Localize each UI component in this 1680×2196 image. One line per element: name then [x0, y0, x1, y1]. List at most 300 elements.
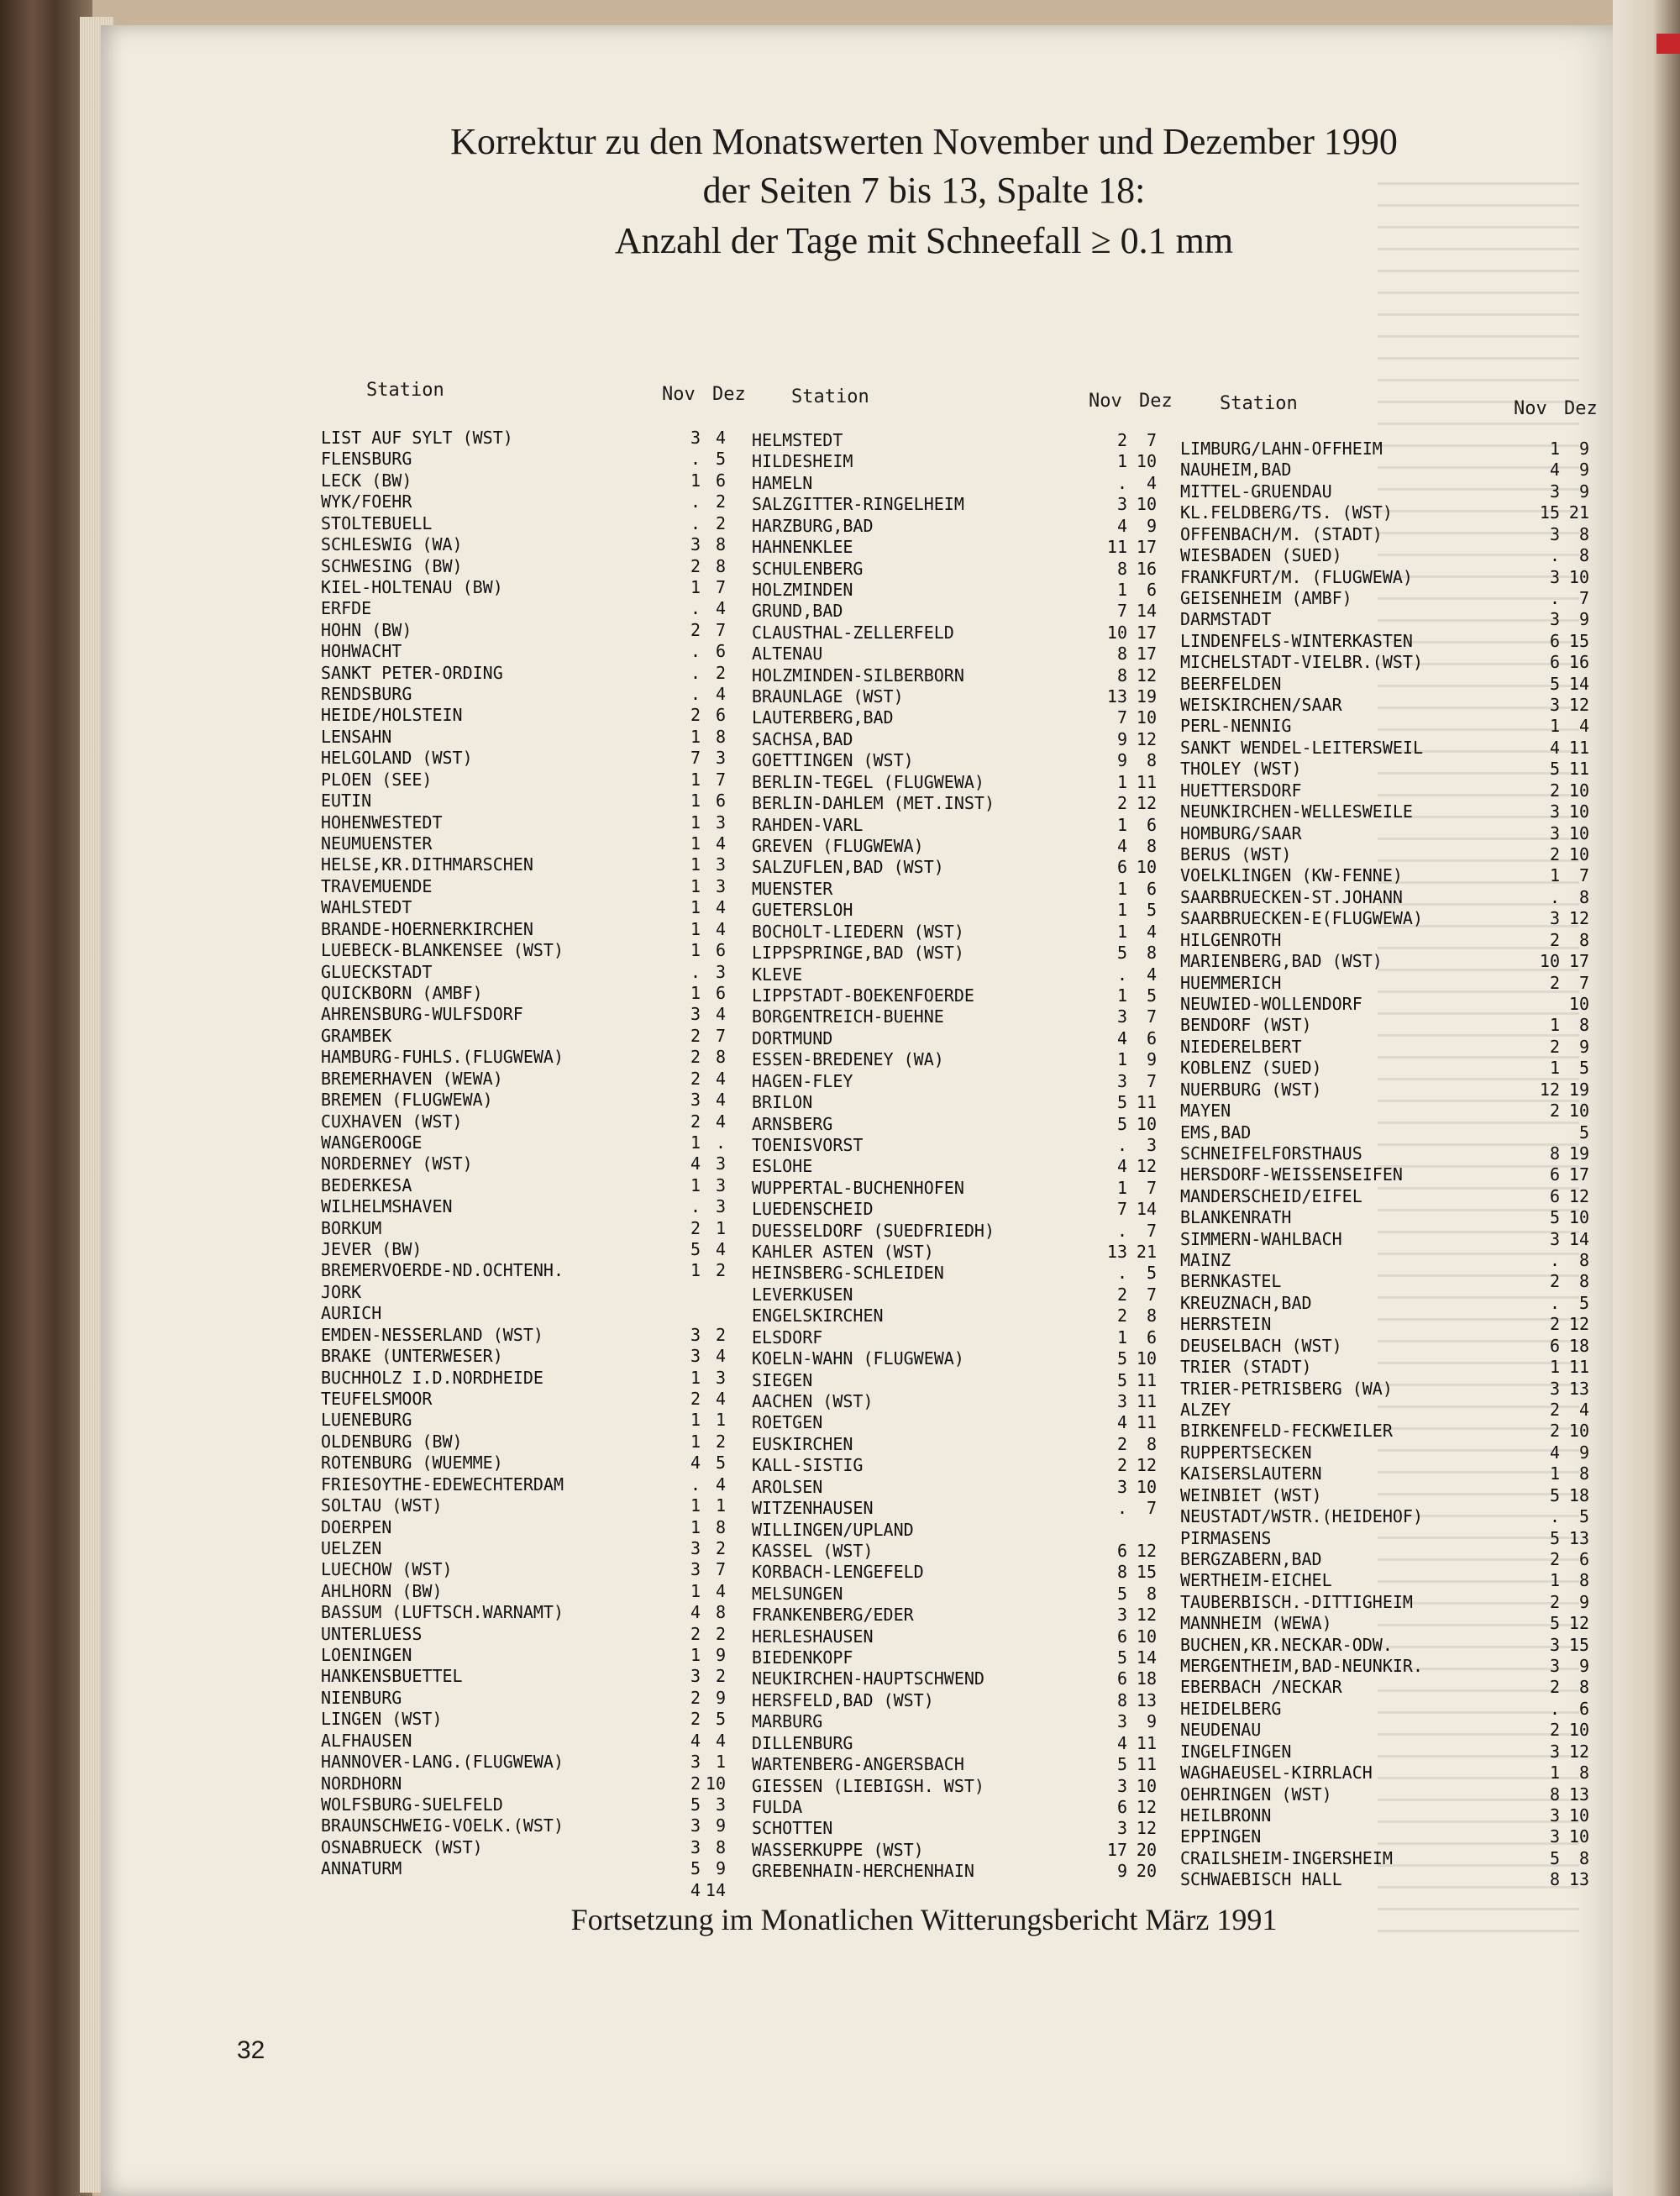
dez-value: 7 — [1578, 972, 1589, 993]
dez-value: 9 — [715, 1645, 726, 1666]
table-row — [321, 491, 726, 512]
header-dez-3: Dez — [1564, 398, 1598, 419]
dez-value: 7 — [715, 769, 726, 790]
nov-value: 2 — [1549, 1399, 1560, 1420]
table-row — [752, 558, 1157, 580]
station-name: AROLSEN — [752, 1476, 823, 1497]
table-row — [752, 472, 1157, 494]
nov-value: 5 — [690, 1858, 701, 1879]
nov-value: 17 — [1106, 1839, 1127, 1860]
dez-value: 8 — [1578, 1677, 1589, 1698]
station-name: PIRMASENS — [1180, 1527, 1272, 1548]
table-row — [1180, 1164, 1617, 1185]
dez-value: 4 — [715, 833, 726, 854]
dez-value: . — [715, 1132, 726, 1153]
nov-value: 2 — [1549, 972, 1560, 993]
station-column-3 — [1180, 439, 1617, 1891]
dez-value: 2 — [715, 1260, 726, 1281]
nov-value: 3 — [1549, 523, 1560, 544]
dez-value: 12 — [1568, 908, 1589, 929]
nov-value: 3 — [1549, 1228, 1560, 1249]
station-name: AHLHORN (BW) — [321, 1580, 443, 1601]
nov-value: 6 — [1116, 1797, 1127, 1817]
dez-value: 4 — [715, 1068, 726, 1089]
dez-value: 4 — [1146, 964, 1157, 985]
table-row — [752, 1540, 1157, 1562]
table-row — [1180, 887, 1617, 908]
table-row — [752, 1327, 1157, 1348]
station-name: HERLESHAUSEN — [752, 1626, 874, 1647]
page-number: 32 — [237, 2036, 265, 2064]
station-name: HOHN (BW) — [321, 619, 412, 640]
dez-value: 8 — [1578, 1250, 1589, 1271]
table-row — [752, 1711, 1157, 1732]
station-name: DUESSELDORF (SUEDFRIEDH) — [752, 1220, 995, 1241]
station-name: ARNSBERG — [752, 1113, 833, 1134]
dez-value: 15 — [1568, 630, 1589, 651]
station-name: MAINZ — [1180, 1250, 1231, 1271]
station-name: HEIDELBERG — [1180, 1698, 1282, 1719]
table-row — [1180, 1570, 1617, 1591]
title-line-3: Anzahl der Tage mit Schneefall ≥ 0.1 mm — [614, 220, 1234, 261]
nov-value: 2 — [1549, 1314, 1560, 1335]
station-name: ERFDE — [321, 598, 372, 619]
station-name: JEVER (BW) — [321, 1239, 423, 1260]
nov-value: 1 — [1116, 1177, 1127, 1198]
table-row — [752, 430, 1157, 451]
station-name: RUPPERTSECKEN — [1180, 1442, 1312, 1463]
nov-value: 3 — [1116, 1006, 1127, 1027]
dez-value: 8 — [715, 534, 726, 555]
dez-value: 6 — [1578, 1698, 1589, 1719]
nov-value: 7 — [690, 748, 701, 769]
nov-value: 3 — [690, 1666, 701, 1687]
table-row — [752, 1177, 1157, 1199]
table-row — [1180, 1037, 1617, 1058]
dez-value: 14 — [1568, 1228, 1589, 1249]
nov-value: 2 — [1116, 1306, 1127, 1327]
station-name: GUETERSLOH — [752, 900, 853, 921]
dez-value: 10 — [1568, 780, 1589, 801]
nov-value: 2 — [690, 619, 701, 640]
dez-value: 8 — [1578, 1015, 1589, 1036]
nov-value: 1 — [690, 1580, 701, 1601]
table-row — [321, 1709, 726, 1730]
dez-value: 10 — [1136, 857, 1157, 878]
nov-value: 6 — [1549, 1335, 1560, 1356]
station-name: SIMMERN-WAHLBACH — [1180, 1228, 1342, 1249]
station-name: BRAUNLAGE (WST) — [752, 686, 904, 707]
nov-value: 3 — [690, 1090, 701, 1111]
nov-value: 7 — [1116, 1199, 1127, 1220]
dez-value: 8 — [715, 726, 726, 747]
nov-value: 5 — [1549, 759, 1560, 780]
dez-value: 10 — [1568, 844, 1589, 865]
nov-value: 2 — [1549, 1548, 1560, 1569]
dez-value: 2 — [715, 662, 726, 683]
station-name: NEUMUENSTER — [321, 833, 433, 854]
station-name: LINDENFELS-WINTERKASTEN — [1180, 630, 1413, 651]
dez-value: 10 — [705, 1773, 726, 1794]
nov-value: 5 — [1116, 943, 1127, 964]
dez-value: 8 — [715, 555, 726, 576]
dez-value: 10 — [1568, 1207, 1589, 1228]
nov-value: 1 — [1549, 1357, 1560, 1378]
dez-value: 8 — [715, 1602, 726, 1623]
nov-value: 2 — [1116, 430, 1127, 450]
station-name: WASSERKUPPE (WST) — [752, 1839, 924, 1860]
dez-value: 13 — [1568, 1527, 1589, 1548]
table-row — [1180, 1250, 1617, 1271]
dez-value: 3 — [715, 1153, 726, 1174]
nov-value: 1 — [690, 769, 701, 790]
nov-value: 1 — [1549, 1763, 1560, 1784]
dez-value: 1 — [715, 1495, 726, 1516]
dez-value: 7 — [1146, 1006, 1157, 1027]
station-name: QUICKBORN (AMBF) — [321, 982, 483, 1003]
nov-value: 8 — [1549, 1143, 1560, 1164]
station-name: BOCHOLT-LIEDERN (WST) — [752, 921, 964, 942]
nov-value: . — [1116, 964, 1127, 985]
table-row — [321, 748, 726, 769]
station-name: VOELKLINGEN (KW-FENNE) — [1180, 865, 1403, 886]
dez-value: 9 — [715, 1815, 726, 1836]
table-row — [752, 1797, 1157, 1818]
table-row — [752, 964, 1157, 985]
nov-value: 2 — [690, 1047, 701, 1068]
table-row — [321, 598, 726, 619]
table-row — [321, 833, 726, 854]
station-name: WAGHAEUSEL-KIRRLACH — [1180, 1763, 1373, 1784]
nov-value: 2 — [690, 1217, 701, 1238]
dez-value: 8 — [1578, 929, 1589, 950]
dez-value: 8 — [1578, 1763, 1589, 1784]
table-row — [752, 686, 1157, 707]
nov-value: 2 — [690, 555, 701, 576]
table-row — [1180, 1080, 1617, 1101]
dez-value: 6 — [715, 641, 726, 662]
dez-value: 9 — [1578, 481, 1589, 502]
table-row — [1180, 1720, 1617, 1741]
nov-value: 3 — [1116, 1476, 1127, 1497]
station-name: LOENINGEN — [321, 1645, 412, 1666]
nov-value: 1 — [690, 812, 701, 833]
nov-value: 6 — [1116, 1668, 1127, 1689]
table-row — [1180, 930, 1617, 951]
nov-value: 4 — [1116, 1732, 1127, 1753]
nov-value: 3 — [690, 1559, 701, 1580]
nov-value: 1 — [1549, 716, 1560, 737]
table-row — [752, 579, 1157, 601]
station-column-1 — [321, 428, 726, 1901]
nov-value: . — [1549, 1250, 1560, 1271]
station-name: BREMEN (FLUGWEWA) — [321, 1090, 493, 1111]
dez-value: 6 — [1146, 814, 1157, 835]
nov-value: . — [690, 512, 701, 533]
station-name: HANKENSBUETTEL — [321, 1666, 463, 1687]
table-row — [1180, 1122, 1617, 1143]
nov-value: 1 — [690, 1495, 701, 1516]
table-row — [1180, 1101, 1617, 1122]
nov-value: 3 — [690, 1752, 701, 1773]
dez-value: 4 — [1146, 472, 1157, 493]
table-row — [1180, 1463, 1617, 1484]
station-name: EUSKIRCHEN — [752, 1433, 853, 1454]
station-name: LIST AUF SYLT (WST) — [321, 428, 513, 448]
dez-value: 17 — [1568, 1164, 1589, 1185]
nov-value: 8 — [1549, 1784, 1560, 1805]
dez-value: 8 — [715, 1516, 726, 1537]
dez-value: 8 — [1578, 886, 1589, 907]
station-name: NAUHEIM,BAD — [1180, 460, 1292, 481]
table-row — [752, 1476, 1157, 1498]
nov-value: 2 — [1549, 780, 1560, 801]
station-name: BERLIN-TEGEL (FLUGWEWA) — [752, 771, 984, 792]
dez-value: 13 — [1136, 1689, 1157, 1710]
station-name: MANDERSCHEID/EIFEL — [1180, 1185, 1362, 1206]
nov-value: . — [1116, 1220, 1127, 1241]
table-row — [752, 1220, 1157, 1242]
nov-value: 3 — [690, 1004, 701, 1025]
station-name: NEUKIRCHEN-HAUPTSCHWEND — [752, 1668, 984, 1689]
nov-value: 2 — [690, 1068, 701, 1089]
station-name: GREVEN (FLUGWEWA) — [752, 836, 924, 857]
table-row — [321, 1559, 726, 1580]
nov-value: 13 — [1106, 686, 1127, 707]
dez-value: 9 — [1578, 1591, 1589, 1612]
nov-value: 3 — [1116, 1818, 1127, 1839]
dez-value: 20 — [1136, 1839, 1157, 1860]
nov-value: 10 — [1106, 622, 1127, 643]
station-name: BORGENTREICH-BUEHNE — [752, 1006, 944, 1027]
station-name: BERGZABERN,BAD — [1180, 1548, 1322, 1569]
table-row — [752, 878, 1157, 900]
dez-value: 7 — [715, 576, 726, 597]
table-row — [321, 1068, 726, 1090]
nov-value: 1 — [1116, 878, 1127, 899]
table-row — [1180, 1421, 1617, 1442]
table-row — [321, 576, 726, 598]
nov-value: 1 — [690, 1645, 701, 1666]
table-row — [321, 1303, 716, 1324]
table-row — [1180, 973, 1617, 994]
nov-value: 1 — [1116, 1049, 1127, 1070]
station-name: MICHELSTADT-VIELBR.(WST) — [1180, 652, 1423, 673]
nov-value: 1 — [690, 1174, 701, 1195]
table-row — [1180, 1143, 1617, 1164]
page-bleed — [1613, 0, 1680, 2196]
dez-value: 8 — [1146, 750, 1157, 771]
nov-value: 8 — [1116, 1562, 1127, 1583]
footer-note: Fortsetzung im Monatlichen Witterungsbericht März 1991 — [570, 1903, 1278, 1936]
station-name: BERLIN-DAHLEM (MET.INST) — [752, 793, 995, 814]
dez-value: 10 — [1136, 1476, 1157, 1497]
station-name: OSNABRUECK (WST) — [321, 1836, 483, 1857]
station-name: LUEDENSCHEID — [752, 1199, 874, 1220]
dez-value: 5 — [1146, 900, 1157, 921]
nov-value: 3 — [1116, 1711, 1127, 1732]
dez-value: 11 — [1568, 1357, 1589, 1378]
table-row — [752, 1070, 1157, 1092]
table-row — [752, 1626, 1157, 1647]
nov-value: 4 — [1549, 737, 1560, 758]
table-row — [752, 1306, 1157, 1327]
station-name: HILGENROTH — [1180, 929, 1282, 950]
station-name: BLANKENRATH — [1180, 1207, 1292, 1228]
dez-value: 9 — [1578, 1656, 1589, 1677]
dez-value: 11 — [1568, 759, 1589, 780]
nov-value: 1 — [690, 576, 701, 597]
nov-value: 1 — [690, 1132, 701, 1153]
station-name: ALTENAU — [752, 644, 823, 665]
station-name: LECK (BW) — [321, 470, 412, 491]
dez-value: 11 — [1136, 1390, 1157, 1411]
nov-value: 2 — [690, 1687, 701, 1708]
dez-value: 7 — [715, 1559, 726, 1580]
nov-value: 4 — [690, 1730, 701, 1751]
dez-value: 9 — [1578, 439, 1589, 459]
station-name: HOMBURG/SAAR — [1180, 822, 1302, 843]
nov-value: 1 — [1549, 865, 1560, 886]
station-name: WILHELMSHAVEN — [321, 1196, 453, 1217]
table-row — [321, 875, 726, 897]
station-name: ENGELSKIRCHEN — [752, 1306, 884, 1327]
station-name: HELGOLAND (WST) — [321, 748, 473, 769]
station-name: INGELFINGEN — [1180, 1741, 1292, 1762]
station-name: WUPPERTAL-BUCHENHOFEN — [752, 1177, 964, 1198]
station-name: LAUTERBERG,BAD — [752, 707, 894, 728]
nov-value: 2 — [1549, 1591, 1560, 1612]
station-name: SANKT PETER-ORDING — [321, 662, 503, 683]
dez-value: 5 — [1578, 1292, 1589, 1313]
nov-value: 5 — [1116, 1754, 1127, 1775]
dez-value: 14 — [705, 1879, 726, 1900]
table-row — [1180, 609, 1617, 630]
table-row — [752, 1562, 1157, 1583]
table-row — [321, 1752, 726, 1773]
dez-value: 10 — [1568, 1805, 1589, 1826]
station-name: NEUDENAU — [1180, 1720, 1262, 1741]
station-name: WITZENHAUSEN — [752, 1498, 874, 1519]
table-row — [1180, 1742, 1617, 1763]
station-name: KIEL-HOLTENAU (BW) — [321, 576, 503, 597]
table-row — [321, 1773, 726, 1794]
station-name: RENDSBURG — [321, 684, 412, 705]
nov-value: 4 — [1549, 460, 1560, 481]
bookmark-ribbon — [1656, 34, 1680, 54]
nov-value: 7 — [1116, 601, 1127, 622]
nov-value: 1 — [1549, 1058, 1560, 1079]
station-name: LENSAHN — [321, 726, 392, 747]
station-name: WAHLSTEDT — [321, 897, 412, 918]
station-name: NORDERNEY (WST) — [321, 1153, 473, 1174]
table-row — [1180, 1271, 1617, 1292]
table-row — [1180, 738, 1617, 759]
station-name: MITTEL-GRUENDAU — [1180, 481, 1332, 502]
station-name: SCHOTTEN — [752, 1818, 833, 1839]
header-nov-3: Nov — [1514, 398, 1547, 419]
nov-value: 3 — [690, 1537, 701, 1558]
table-row — [321, 791, 726, 812]
table-row — [1180, 823, 1617, 844]
dez-value: 10 — [1568, 1421, 1589, 1442]
station-name: NUERBURG (WST) — [1180, 1079, 1322, 1100]
station-name: SACHSA,BAD — [752, 728, 853, 749]
header-dez-2: Dez — [1139, 391, 1173, 412]
dez-value: 12 — [1568, 1613, 1589, 1634]
table-row — [1180, 631, 1617, 652]
station-name: BUCHHOLZ I.D.NORDHEIDE — [321, 1367, 543, 1388]
nov-value: 5 — [1549, 1613, 1560, 1634]
table-row — [752, 985, 1157, 1006]
dez-value: 3 — [715, 1794, 726, 1815]
station-name: WERTHEIM-EICHEL — [1180, 1570, 1332, 1591]
table-row — [752, 601, 1157, 622]
station-name: GOETTINGEN (WST) — [752, 750, 914, 771]
table-row — [1180, 844, 1617, 865]
nov-value: . — [1116, 1263, 1127, 1284]
dez-value: 1 — [715, 1217, 726, 1238]
nov-value: 4 — [1116, 515, 1127, 536]
station-name: KAHLER ASTEN (WST) — [752, 1242, 934, 1263]
dez-value: 12 — [1136, 1818, 1157, 1839]
table-row — [321, 1346, 726, 1367]
table-row — [1180, 1293, 1617, 1314]
station-name: BRILON — [752, 1092, 813, 1113]
station-name: MARBURG — [752, 1711, 823, 1732]
table-row — [752, 921, 1157, 943]
dez-value: 21 — [1568, 502, 1589, 523]
nov-value: 3 — [1116, 1070, 1127, 1091]
dez-value: 11 — [1136, 1754, 1157, 1775]
dez-value: 3 — [1146, 1134, 1157, 1155]
table-row — [752, 1390, 1157, 1412]
nov-value: 1 — [690, 1516, 701, 1537]
nov-value: 2 — [1549, 1421, 1560, 1442]
dez-value: 8 — [715, 1047, 726, 1068]
dez-value: 10 — [1568, 1101, 1589, 1122]
title-line-1: Korrektur zu den Monatswerten November und Dezember 1990 — [450, 121, 1398, 162]
nov-value: 10 — [1539, 951, 1560, 972]
table-row — [321, 1410, 726, 1431]
nov-value: 8 — [1116, 558, 1127, 579]
dez-value: 7 — [1578, 865, 1589, 886]
station-name: FRANKENBERG/EDER — [752, 1605, 914, 1626]
dez-value: 19 — [1568, 1079, 1589, 1100]
station-name: TRIER-PETRISBERG (WA) — [1180, 1378, 1393, 1399]
station-name: NEUSTADT/WSTR.(HEIDEHOF) — [1180, 1506, 1423, 1527]
nov-value: 4 — [1116, 1027, 1127, 1048]
station-column-2 — [752, 430, 1157, 1883]
station-name: BORKUM — [321, 1217, 382, 1238]
dez-value: 4 — [715, 684, 726, 705]
dez-value: 3 — [715, 961, 726, 982]
nov-value: 1 — [1116, 900, 1127, 921]
table-row — [321, 982, 726, 1004]
nov-value: 1 — [690, 833, 701, 854]
table-row — [1180, 1379, 1617, 1400]
nov-value: 3 — [1549, 609, 1560, 630]
station-name: BENDORF (WST) — [1180, 1015, 1312, 1036]
nov-value: . — [1549, 545, 1560, 566]
station-name: LIPPSPRINGE,BAD (WST) — [752, 943, 964, 964]
dez-value: 4 — [715, 1346, 726, 1367]
nov-value: 6 — [1549, 630, 1560, 651]
table-row — [321, 1388, 726, 1410]
nov-value: 1 — [1116, 814, 1127, 835]
dez-value: 10 — [1136, 1348, 1157, 1369]
nov-value: 2 — [690, 1623, 701, 1644]
